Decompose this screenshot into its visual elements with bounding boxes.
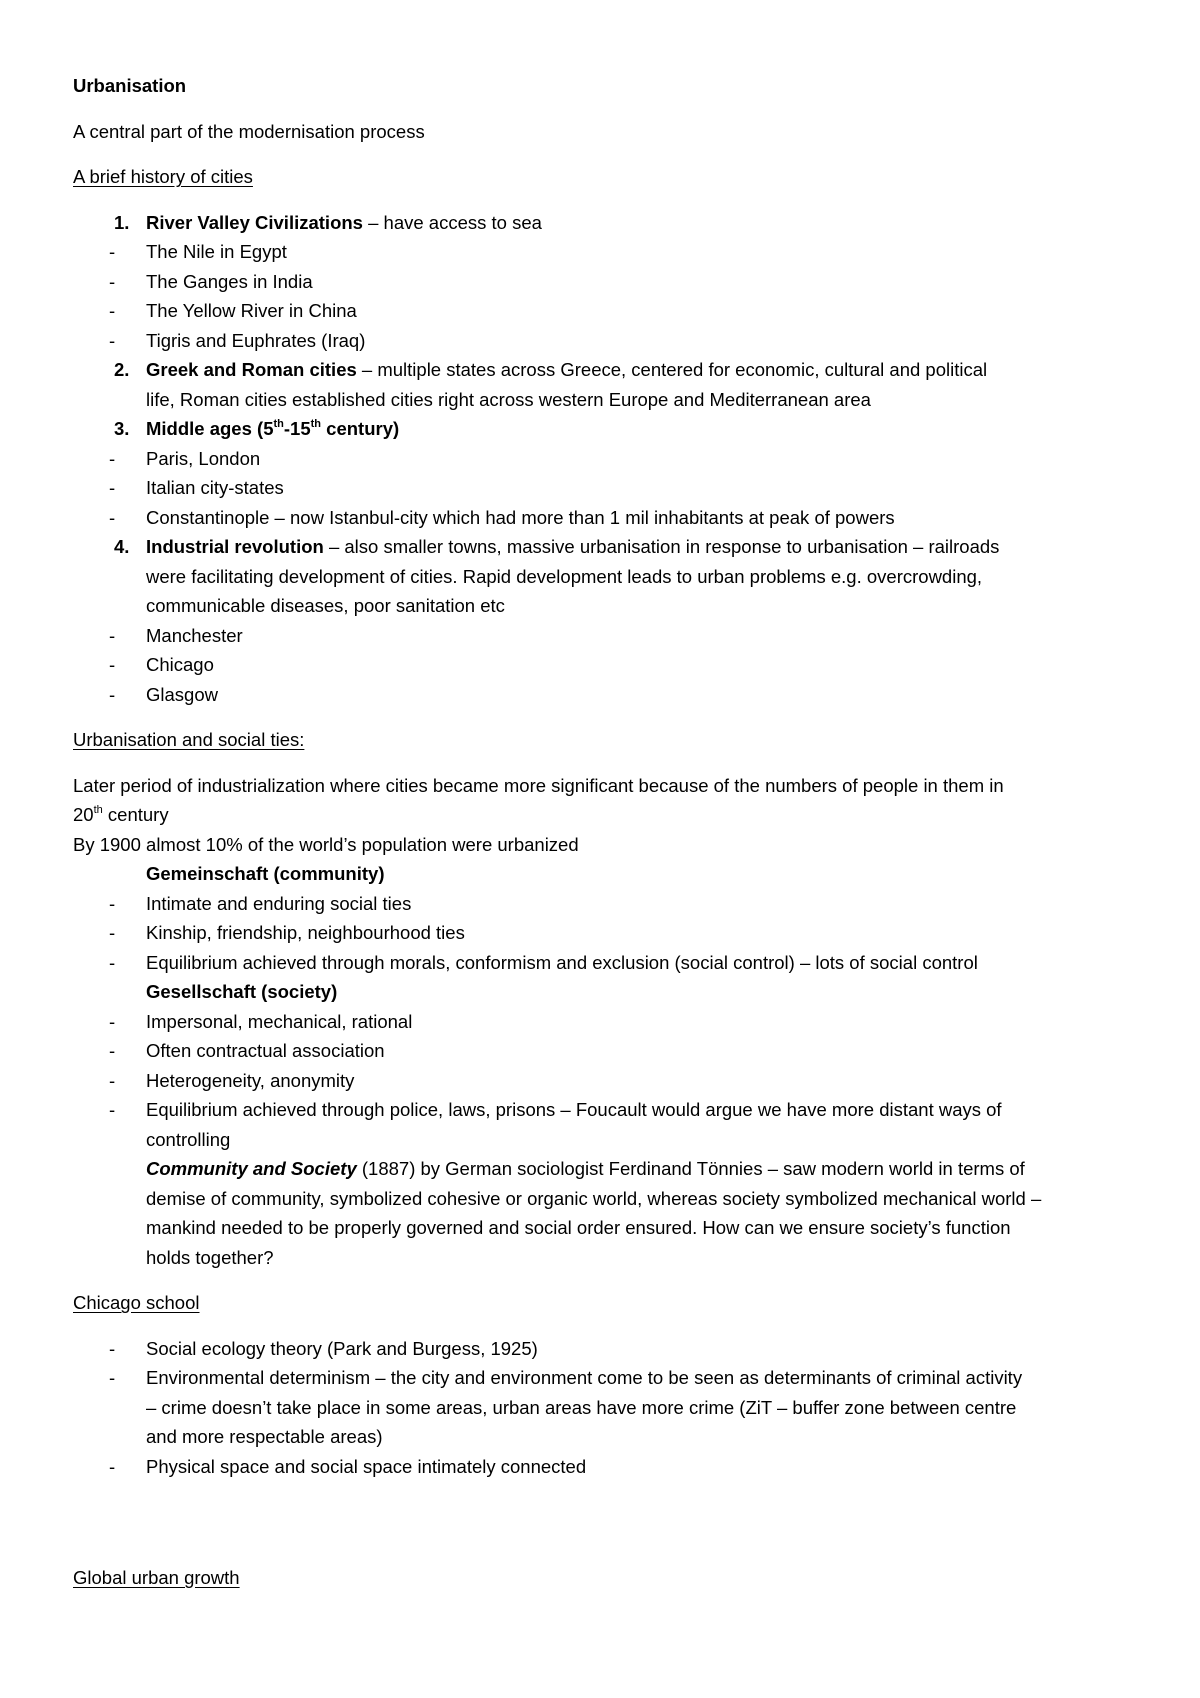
- bullet-dash: -: [109, 1099, 116, 1120]
- bullet-item: - Impersonal, mechanical, rational: [73, 1007, 1140, 1037]
- numbered-item-era2: [73, 355, 1140, 385]
- book-title: Community and Society: [146, 1158, 357, 1179]
- era-text: – have access to sea: [362, 211, 542, 233]
- bullet-item: - Equilibrium achieved through police, laws, prisons – Foucault would argue we have more distant ways of: [73, 1095, 1140, 1125]
- bullet-dash: -: [109, 329, 116, 351]
- item-number: 4.: [114, 536, 130, 557]
- bullet-dash: -: [109, 654, 116, 675]
- bullet-dash: -: [109, 241, 116, 262]
- bullet-item: - Often contractual association: [73, 1036, 1140, 1066]
- bullet-dash: -: [109, 683, 116, 705]
- era-label: Industrial revolution: [146, 536, 324, 557]
- bullet-item: - Heterogeneity, anonymity: [73, 1066, 1140, 1096]
- paragraph-line: mankind needed to be properly governed and social order ensured. How can we ensure society’s function: [146, 1217, 1011, 1238]
- bullet-item: - The Nile in Egypt: [73, 237, 1140, 267]
- bullet-item: - The Yellow River in China: [73, 296, 1140, 326]
- document-title: Urbanisation: [73, 75, 187, 96]
- bullet-dash: -: [109, 1367, 116, 1388]
- numbered-item-era4: [73, 532, 1140, 562]
- bullet-dash: -: [109, 270, 116, 292]
- bullet-item: - Paris, London: [73, 444, 1140, 474]
- paragraph-line: 20th century: [73, 804, 169, 825]
- paragraph-line: Later period of industrialization where cities became more significant because of the numbers of people in them in: [73, 774, 1004, 796]
- era-text-continued: were facilitating development of cities. Rapid development leads to urban problems e.g. overcrowding,: [146, 565, 983, 587]
- item-number: 3.: [114, 418, 130, 439]
- item-number: 2.: [114, 359, 130, 380]
- bullet-item: - Intimate and enduring social ties: [73, 889, 1140, 919]
- bullet-dash: -: [109, 1069, 116, 1091]
- bullet-dash: -: [109, 1337, 116, 1359]
- bullet-dash: -: [109, 1010, 116, 1032]
- paragraph-line: By 1900 almost 10% of the world’s population were urbanized: [73, 833, 579, 855]
- bullet-dash: -: [109, 1455, 116, 1477]
- bullet-item: - Tigris and Euphrates (Iraq): [73, 326, 1140, 356]
- bullet-item-continued: – crime doesn’t take place in some areas, urban areas have more crime (ZiT – buffer zone between centre: [146, 1396, 1017, 1418]
- section-heading-global-growth: Global urban growth: [73, 1567, 240, 1588]
- bullet-dash: -: [109, 477, 116, 498]
- era-text-continued: communicable diseases, poor sanitation etc: [146, 595, 505, 616]
- paragraph-line: demise of community, symbolized cohesive or organic world, whereas society symbolized mechanical world –: [146, 1187, 1042, 1209]
- bullet-dash: -: [109, 506, 116, 528]
- subheading-gesellschaft: Gesellschaft (society): [146, 981, 338, 1002]
- bullet-dash: -: [109, 300, 116, 321]
- subheading-gemeinschaft: Gemeinschaft (community): [146, 863, 385, 884]
- bullet-item: - Physical space and social space intimately connected: [73, 1452, 1140, 1482]
- era-label: Greek and Roman cities: [146, 359, 357, 380]
- section-heading-chicago-school: Chicago school: [73, 1292, 200, 1313]
- era-text: – multiple states across Greece, centered for economic, cultural and political: [356, 359, 988, 380]
- bullet-item: - Equilibrium achieved through morals, conformism and exclusion (social control) – lots of social control: [73, 948, 1140, 978]
- bullet-item: - Constantinople – now Istanbul-city which had more than 1 mil inhabitants at peak of powers: [73, 503, 1140, 533]
- bullet-dash: -: [109, 922, 116, 943]
- bullet-dash: -: [109, 447, 116, 469]
- bullet-item: - Social ecology theory (Park and Burgess, 1925): [73, 1334, 1140, 1364]
- bullet-dash: -: [109, 1040, 116, 1061]
- era-label: River Valley Civilizations: [146, 211, 363, 233]
- era-label: Middle ages (5th-15th century): [146, 418, 400, 439]
- bullet-item-continued: controlling: [146, 1128, 231, 1150]
- section-heading-history: A brief history of cities: [73, 166, 253, 187]
- era-text-continued: life, Roman cities established cities right across western Europe and Mediterranean area: [146, 388, 871, 410]
- bullet-dash: -: [109, 624, 116, 646]
- bullet-dash: -: [109, 951, 116, 973]
- document-subtitle: A central part of the modernisation process: [73, 120, 425, 142]
- bullet-item: - Italian city-states: [73, 473, 1140, 503]
- numbered-item-era3: [73, 414, 1140, 444]
- bullet-item: - The Ganges in India: [73, 267, 1140, 297]
- item-number: 1.: [114, 211, 130, 233]
- section-heading-social-ties: Urbanisation and social ties:: [73, 729, 305, 750]
- bullet-item-continued: and more respectable areas): [146, 1426, 383, 1447]
- bullet-item: - Glasgow: [73, 680, 1140, 710]
- bullet-dash: -: [109, 892, 116, 914]
- bullet-item: - Kinship, friendship, neighbourhood ties: [73, 918, 1140, 948]
- era-text: – also smaller towns, massive urbanisation in response to urbanisation – railroads: [323, 536, 1000, 557]
- bullet-item: - Manchester: [73, 621, 1140, 651]
- paragraph-line: holds together?: [146, 1246, 274, 1268]
- bullet-item: - Chicago: [73, 650, 1140, 680]
- bullet-item: - Environmental determinism – the city and environment come to be seen as determinants of criminal activity: [73, 1363, 1140, 1393]
- book-reference: Community and Society (1887) by German sociologist Ferdinand Tönnies – saw modern world in terms of: [146, 1158, 1025, 1179]
- numbered-item-era1: [73, 208, 1140, 238]
